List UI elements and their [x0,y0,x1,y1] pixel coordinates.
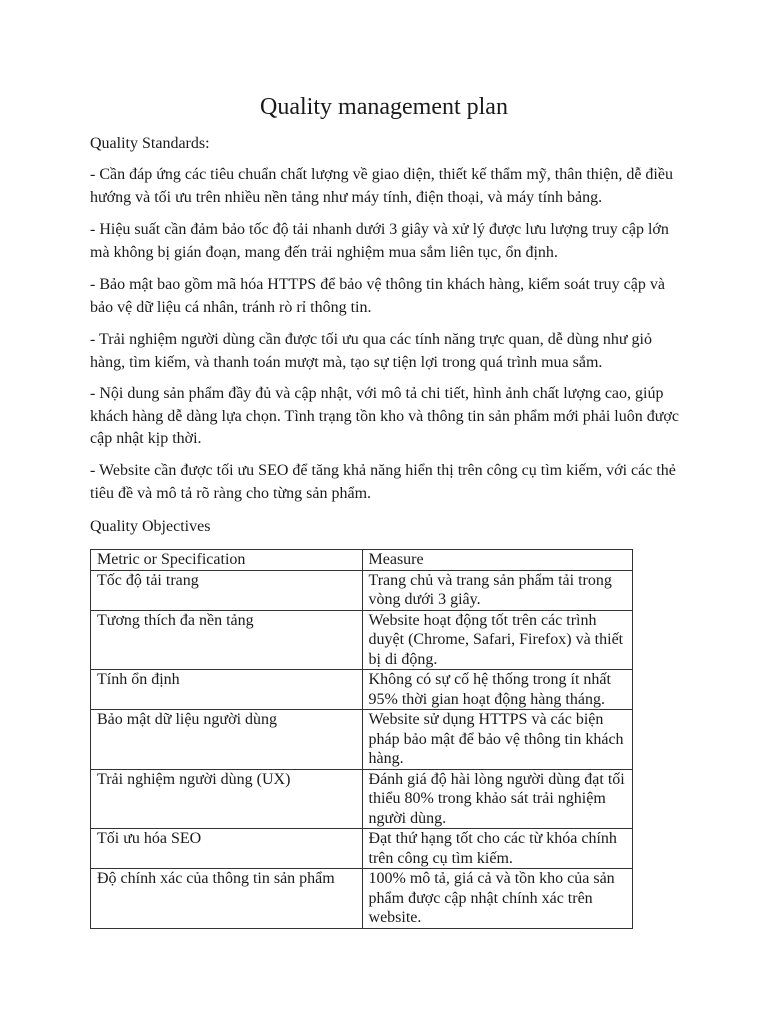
standard-paragraph: - Website cần được tối ưu SEO để tăng khả năng hiển thị trên công cụ tìm kiếm, với các thẻ tiêu đề và mô tả rõ ràng cho từng sản phẩm. [90,462,676,502]
table-cell-measure: Không có sự cố hệ thống trong ít nhất 95% thời gian hoạt động hàng tháng. [362,670,632,710]
standard-paragraph: - Bảo mật bao gồm mã hóa HTTPS để bảo vệ thông tin khách hàng, kiểm soát truy cập và bảo vệ dữ liệu cá nhân, tránh rò rỉ thông tin. [90,276,665,316]
table-row [91,570,633,610]
table-cell-measure: Đánh giá độ hài lòng người dùng đạt tối thiểu 80% trong khảo sát trải nghiệm người dùng. [362,769,632,829]
table-header-cell: Metric or Specification [91,550,363,571]
page-title: Quality management plan [260,94,508,120]
table-cell-metric: Tương thích đa nền tảng [91,610,363,670]
standard-paragraph: - Cần đáp ứng các tiêu chuẩn chất lượng về giao diện, thiết kế thẩm mỹ, thân thiện, dễ điều hướng và tối ưu trên nhiều nền tảng như máy tính, điện thoại, và máy tính bảng. [90,166,673,206]
table-row [91,829,633,869]
standard-paragraph: - Trải nghiệm người dùng cần được tối ưu qua các tính năng trực quan, dễ dùng như giỏ hàng, tìm kiếm, và thanh toán mượt mà, tạo sự tiện lợi trong quá trình mua sắm. [90,331,652,371]
table-cell-metric: Tốc độ tải trang [91,570,363,610]
table-header-cell: Measure [362,550,632,571]
table-cell-measure: Website sử dụng HTTPS và các biện pháp bảo mật để bảo vệ thông tin khách hàng. [362,710,632,770]
standards-heading: Quality Standards: [90,135,210,152]
table-cell-metric: Tối ưu hóa SEO [91,829,363,869]
table-cell-measure: Đạt thứ hạng tốt cho các từ khóa chính trên công cụ tìm kiếm. [362,829,632,869]
table-row [91,710,633,770]
standard-paragraph: - Nội dung sản phẩm đầy đủ và cập nhật, với mô tả chi tiết, hình ảnh chất lượng cao, giúp khách hàng dễ dàng lựa chọn. Tình trạng tồn kho và thông tin sản phẩm mới phải luôn được cập nhật kịp thời. [90,385,679,447]
table-cell-metric: Tính ổn định [91,670,363,710]
table-row [91,769,633,829]
table-row [91,610,633,670]
table-cell-metric: Trải nghiệm người dùng (UX) [91,769,363,829]
table-cell-measure: Trang chủ và trang sản phẩm tải trong vòng dưới 3 giây. [362,570,632,610]
table-cell-metric: Bảo mật dữ liệu người dùng [91,710,363,770]
standard-paragraph: - Hiệu suất cần đảm bảo tốc độ tải nhanh dưới 3 giây và xử lý được lưu lượng truy cập lớn mà không bị gián đoạn, mang đến trải nghiệm mua sắm liên tục, ổn định. [90,221,669,261]
objectives-heading: Quality Objectives [90,518,211,535]
table-cell-measure: 100% mô tả, giá cả và tồn kho của sản phẩm được cập nhật chính xác trên website. [362,869,632,929]
table-row [91,670,633,710]
table-cell-measure: Website hoạt động tốt trên các trình duyệt (Chrome, Safari, Firefox) và thiết bị di động. [362,610,632,670]
quality-objectives-table [90,549,633,929]
table-header-row [91,550,633,571]
table-cell-metric: Độ chính xác của thông tin sản phẩm [91,869,363,929]
table-row [91,869,633,929]
